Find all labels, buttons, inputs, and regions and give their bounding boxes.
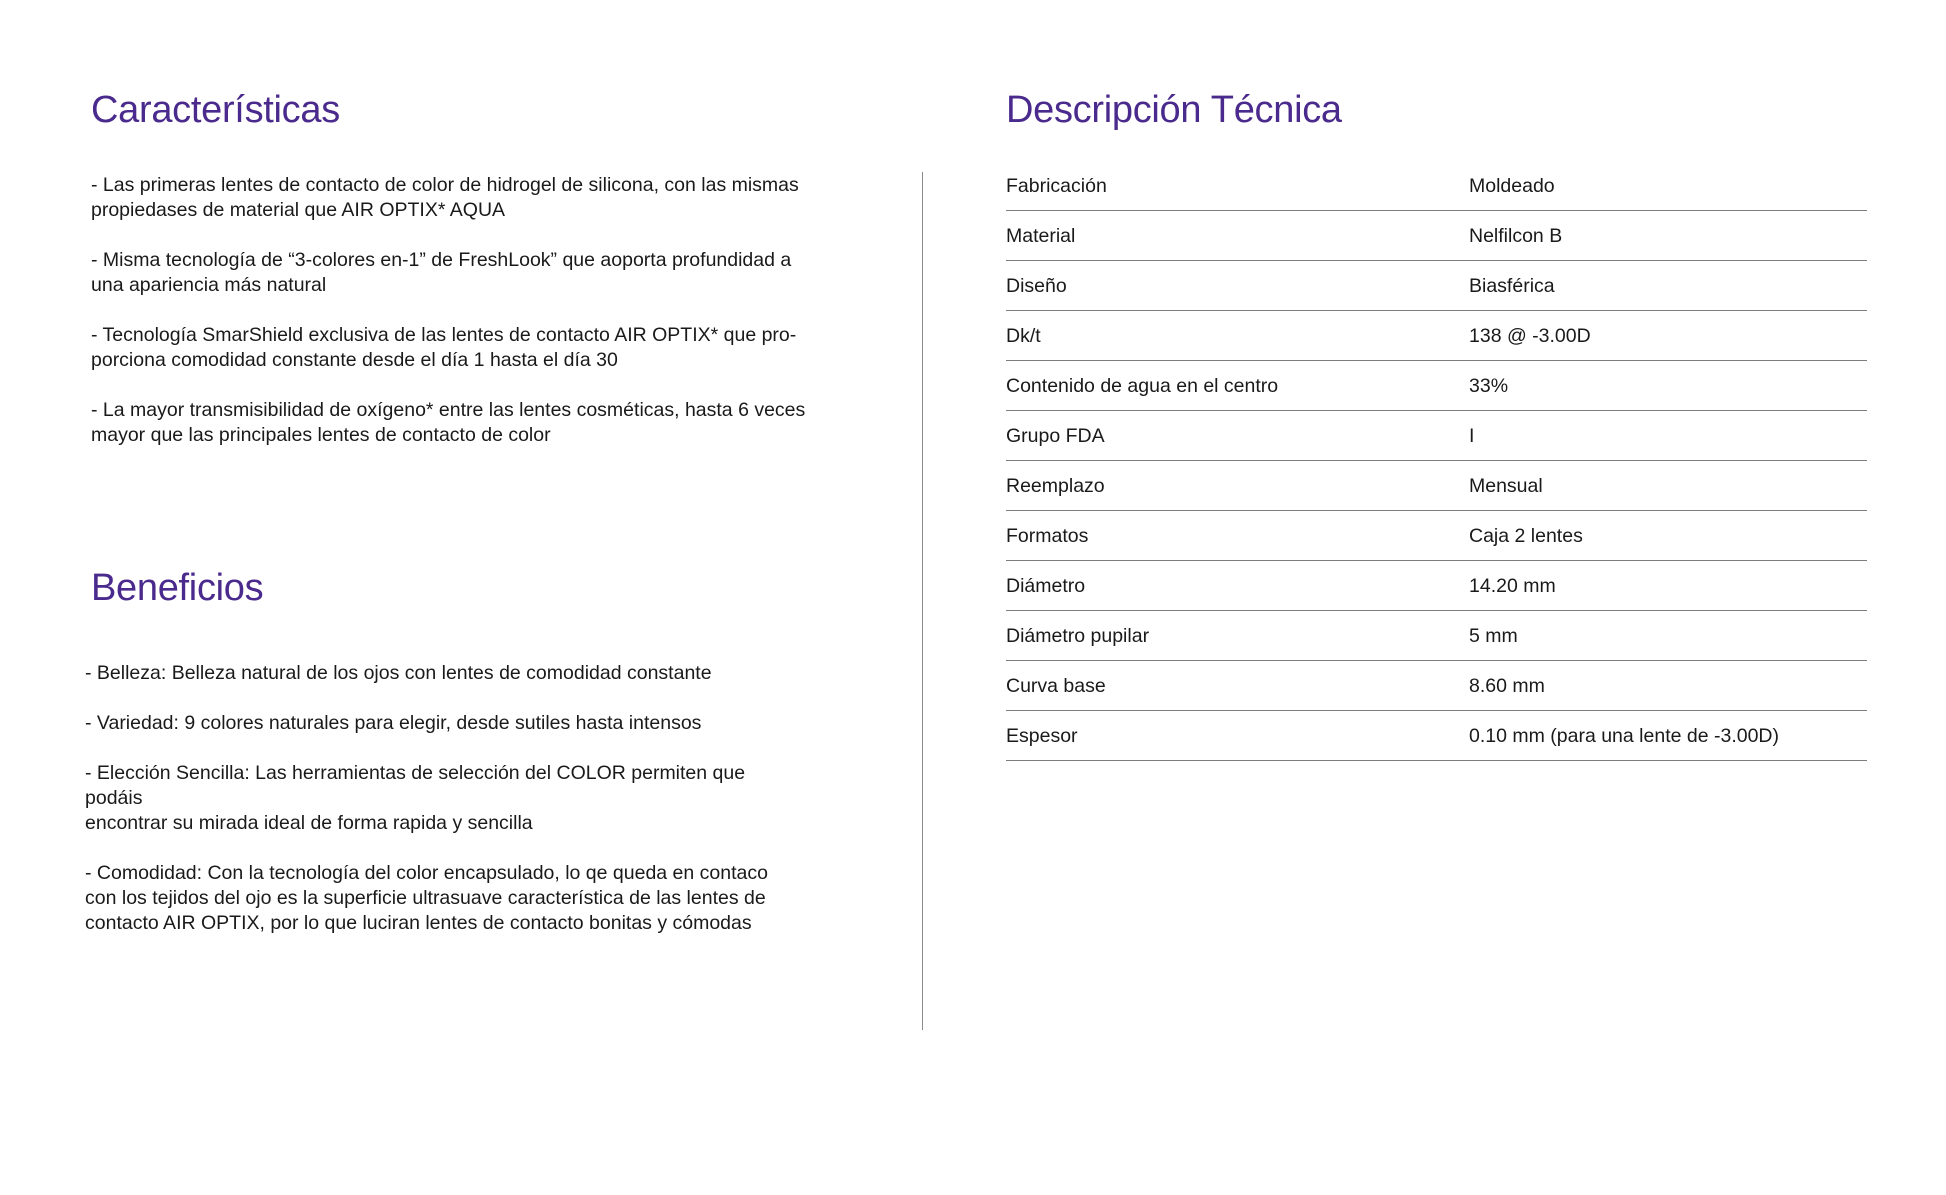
spec-label: Material	[1006, 225, 1076, 247]
caracteristicas-list	[91, 173, 811, 473]
spec-label: Diseño	[1006, 275, 1067, 297]
spec-row	[1006, 211, 1867, 261]
spec-row	[1006, 261, 1867, 311]
caracteristicas-heading: Características	[91, 89, 340, 131]
spec-value: Mensual	[1469, 475, 1543, 497]
spec-label: Contenido de agua en el centro	[1006, 375, 1279, 397]
caracteristica-item: - Misma tecnología de “3-colores en-1” de FreshLook” que aoporta profundidad a una apariencia más natural	[91, 249, 792, 296]
spec-label: Espesor	[1006, 725, 1078, 747]
caracteristica-item: - La mayor transmisibilidad de oxígeno* entre las lentes cosméticas, hasta 6 veces mayor que las principales lentes de contacto de color	[91, 399, 806, 446]
spec-row	[1006, 711, 1867, 761]
spec-table	[1006, 161, 1867, 761]
spec-label: Diámetro	[1006, 575, 1086, 597]
caracteristica-item: - Las primeras lentes de contacto de color de hidrogel de silicona, con las mismas propiedases de material que AIR OPTIX* AQUA	[91, 174, 799, 221]
spec-value: Caja 2 lentes	[1469, 525, 1583, 547]
spec-value: Biasférica	[1469, 275, 1555, 297]
spec-value: 33%	[1469, 375, 1509, 397]
spec-value: 0.10 mm (para una lente de -3.00D)	[1469, 725, 1780, 747]
spec-row	[1006, 161, 1867, 211]
spec-row	[1006, 511, 1867, 561]
spec-label: Formatos	[1006, 525, 1089, 547]
spec-row	[1006, 661, 1867, 711]
spec-row	[1006, 611, 1867, 661]
spec-row	[1006, 461, 1867, 511]
spec-value: 14.20 mm	[1469, 575, 1556, 597]
spec-label: Reemplazo	[1006, 475, 1105, 497]
spec-label: Curva base	[1006, 675, 1106, 697]
spec-row	[1006, 411, 1867, 461]
spec-value: 8.60 mm	[1469, 675, 1545, 697]
spec-label: Diámetro pupilar	[1006, 625, 1150, 647]
caracteristica-item: - Tecnología SmarShield exclusiva de las lentes de contacto AIR OPTIX* que pro- porciona comodidad constante desde el día 1 hasta el día 30	[91, 324, 797, 371]
beneficio-item: - Comodidad: Con la tecnología del color encapsulado, lo qe queda en contaco con los tejidos del ojo es la superficie ultrasuave característica de las lentes de contacto AIR OPTIX, por lo que luciran lentes de contacto bonitas y cómodas	[85, 862, 768, 934]
spec-label: Fabricación	[1006, 175, 1107, 197]
spec-label: Grupo FDA	[1006, 425, 1105, 447]
spec-value: 138 @ -3.00D	[1469, 325, 1591, 347]
beneficios-list	[85, 661, 805, 961]
descripcion-tecnica-heading: Descripción Técnica	[1006, 89, 1342, 131]
spec-label: Dk/t	[1006, 325, 1041, 347]
beneficio-item: - Variedad: 9 colores naturales para elegir, desde sutiles hasta intensos	[85, 712, 702, 734]
beneficio-item: - Belleza: Belleza natural de los ojos con lentes de comodidad constante	[85, 662, 712, 684]
beneficio-item: - Elección Sencilla: Las herramientas de selección del COLOR permiten que podáis encontrar su mirada ideal de forma rapida y sencilla	[85, 762, 746, 834]
spec-row	[1006, 561, 1867, 611]
spec-row	[1006, 361, 1867, 411]
beneficios-heading: Beneficios	[91, 567, 264, 609]
spec-value: Nelfilcon B	[1469, 225, 1563, 247]
spec-value: I	[1469, 425, 1475, 447]
spec-value: 5 mm	[1469, 625, 1518, 647]
column-divider	[922, 172, 923, 1030]
spec-value: Moldeado	[1469, 175, 1555, 197]
spec-row	[1006, 311, 1867, 361]
